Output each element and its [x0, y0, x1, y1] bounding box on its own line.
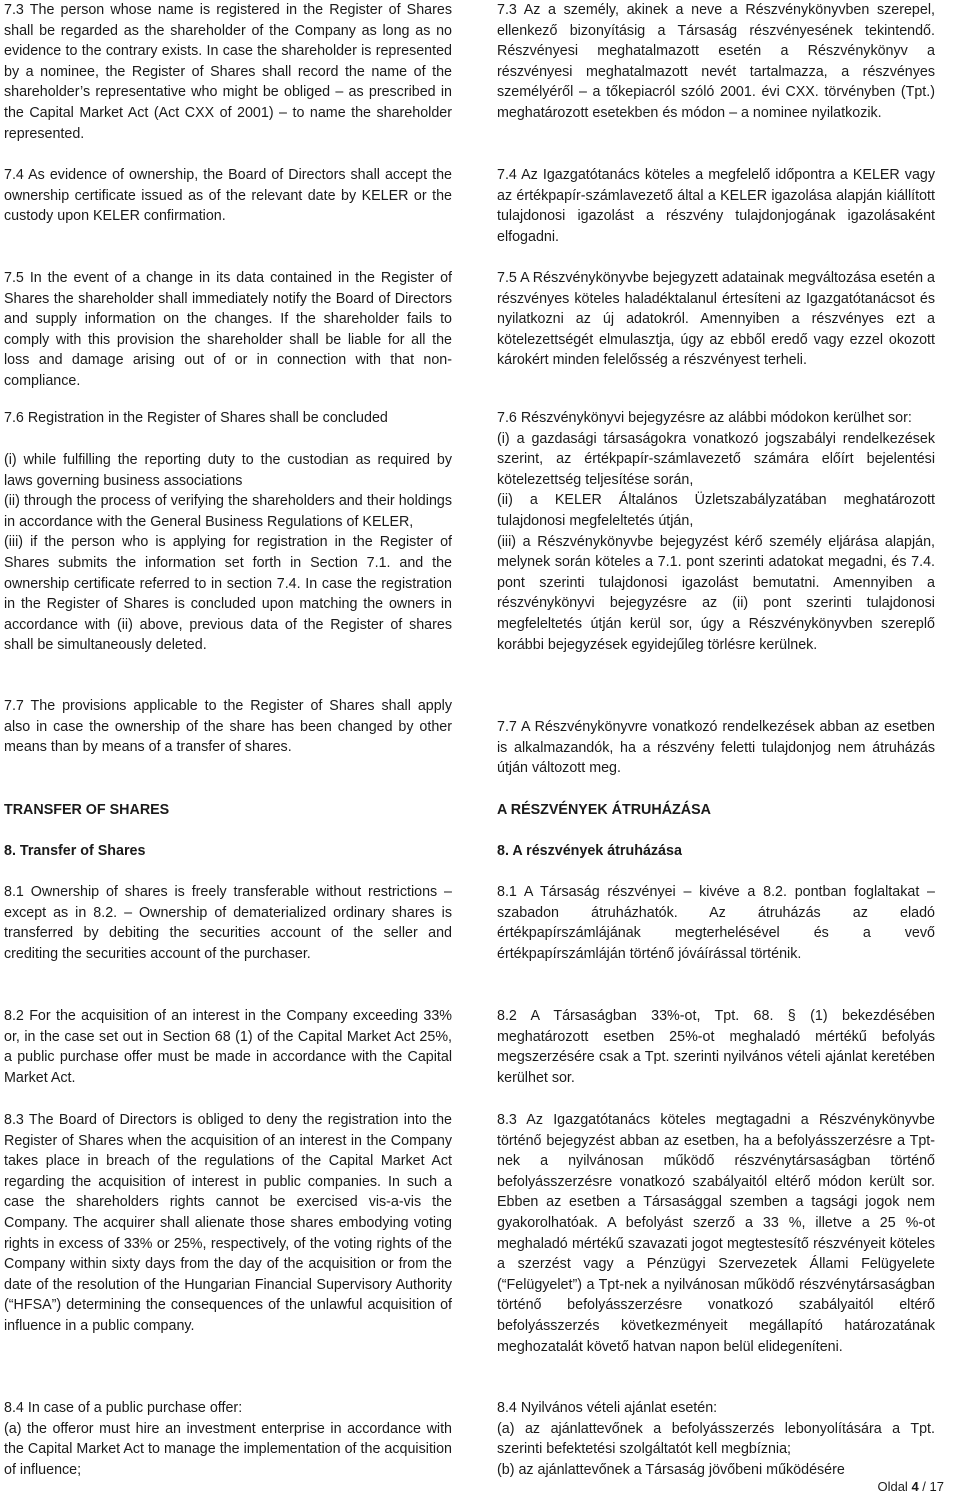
- en-section-8-2: 8.2 For the acquisition of an interest in the Company exceeding 33% or, in the case set out in Section 68 (1) of the Capital Market Act 25%, a public purchase offer must be made in accordance with the Capital Market Act.: [4, 1008, 452, 1086]
- hu-heading-section-8: 8. A részvények átruházása: [497, 843, 682, 859]
- en-section-7-5: 7.5 In the event of a change in its data contained in the Register of Shares the shareholder shall immediately notify the Board of Directors and supply information on the changes. If the shareholder fails to comply with this provision the shareholder shall be liable for all the loss and damage arising out of or in connection with that non-compliance.: [4, 270, 452, 389]
- hu-heading-transfer-of-shares: A RÉSZVÉNYEK ÁTRUHÁZÁSA: [497, 802, 711, 818]
- page-separator: /: [918, 1479, 930, 1494]
- hu-section-7-5: 7.5 A Részvénykönyvbe bejegyzett adatainak megváltozása esetén a részvényes köteles haladéktalanul értesíteni az Igazgatótanácsot és nyilatkozni az új adatokról. Amennyiben a részvényes ezt a kötelezettségét elmulasztja, úgy az ebből eredő vagy ezzel okozott károkért minden felelősség a részvényest terheli.: [497, 270, 935, 369]
- page-label: Oldal: [877, 1479, 908, 1494]
- en-section-8-3: 8.3 The Board of Directors is obliged to deny the registration into the Register of Shares when the acquisition of an interest in the Company takes place in breach of the regulations of the Capital Market Act regarding the acquisition of interest in public companies. In such a case the shareholders rights cannot be exercised vis-a-vis the Company. The acquirer shall alienate those shares embodying voting rights in excess of 33% or 25%, respectively, of the voting rights of the Company within sixty days from the day of the acquisition or from the date of the resolution of the Hungarian Financial Supervisory Authority (“HFSA”) determining the consequences of the unlawful acquisition of influence in a public company.: [4, 1112, 452, 1334]
- en-section-7-7: 7.7 The provisions applicable to the Register of Shares shall apply also in case the ownership of the share has been changed by other means than by means of a transfer of shares.: [4, 698, 452, 756]
- hu-section-8-4: 8.4 Nyilvános vételi ajánlat esetén: (a) az ajánlattevőnek a befolyásszerzés lebonyolítására a Tpt. szerinti befektetési szolgáltatót kell megbíznia; (b) az ajánlattevőnek a Társaság jövőbeni működésére: [497, 1400, 935, 1478]
- hu-section-8-2: 8.2 A Társaságban 33%-ot, Tpt. 68. § (1) bekezdésében meghatározott esetben 25%-ot meghaladó mértékű befolyás megszerzésére csak a Tpt. szerinti nyilvános vételi ajánlat keretében kerülhet sor.: [497, 1008, 935, 1086]
- page-number: [877, 1479, 944, 1495]
- en-section-7-3: 7.3 The person whose name is registered in the Register of Shares shall be regarded as the shareholder of the Company as long as no evidence to the contrary exists. In case the shareholder is represented by a nominee, the Register of Shares shall record the name of the shareholder’s representative who might be obliged – as prescribed in the Capital Market Act (Act CXX of 2001) – to name the shareholder represented.: [4, 2, 452, 142]
- hu-section-7-4: 7.4 Az Igazgatótanács köteles a megfelelő időpontra a KELER vagy az értékpapír-számlavezető által a KELER igazolása alapján kiállított tulajdonosi igazolást a részvény tulajdonjogának igazolásaként elfogadni.: [497, 167, 935, 245]
- en-heading-section-8: 8. Transfer of Shares: [4, 843, 146, 859]
- en-section-8-4: 8.4 In case of a public purchase offer: (a) the offeror must hire an investment enterprise in accordance with the Capital Market Act to manage the implementation of the acquisition of influence;: [4, 1400, 452, 1478]
- hu-section-7-3: 7.3 Az a személy, akinek a neve a Részvénykönyvben szerepel, ellenkező bizonyításig a Társaság részvényesének tekintendő. Részvényesi meghatalmazott esetén a Részvénykönyv a részvényesi meghatalmazott nevét tartalmazza, a részvényes személyéről – a tőkepiacról szóló 2001. évi CXX. törvényben (Tpt.) meghatározott esetekben és módon – a nominee nyilatkozik.: [497, 2, 935, 121]
- hu-section-8-3: 8.3 Az Igazgatótanács köteles megtagadni a Részvénykönyvbe történő bejegyzést abban az esetben, ha a befolyásszerzésre a Tpt-nek a nyilvánosan működő részvénytársaságban történő befolyásszerzésre vonatkozó szabályaitól eltérő módon került sor. Ebben az esetben a Társasággal szemben a tagsági jogok nem gyakorolhatóak. A befolyást szerző a 33 %, illetve a 25 %-ot meghaladó mértékű szavazati jogot megtestesítő részvényeit köteles a szerzést vagy a Pénzügyi Szervezetek Állami Felügyelete (“Felügyelet”) a Tpt-nek a nyilvánosan működő részvénytársaságban történő befolyásszerzésre vonatkozó szabályaitól eltérő befolyásszerzés következményeit megállapító határozatának meghozatalát követő hatvan napon belül elidegeníteni.: [497, 1112, 935, 1355]
- page-total: 17: [929, 1479, 944, 1494]
- page-current: 4: [911, 1479, 919, 1494]
- en-section-7-6-items: (i) while fulfilling the reporting duty to the custodian as required by laws governing business associations (ii) through the process of verifying the shareholders and their holdings in accordance with the General Business Regulations of KELER, (iii) if the person who is applying for registration in the Register of Shares submits the information set forth in Section 7.1. and the ownership certificate referred to in section 7.4. In case the registration in the Register of Shares is concluded upon matching the owners in accordance with (ii) above, previous data of the Register of shares shall be simultaneously deleted.: [4, 452, 452, 654]
- hu-section-8-1: 8.1 A Társaság részvényei – kivéve a 8.2. pontban foglaltakat – szabadon átruházhatók. Az átruházás az eladó értékpapírszámlájának megterhelésével és a vevő értékpapírszámláján történő jóváírással történik.: [497, 884, 935, 962]
- en-section-7-6-intro: 7.6 Registration in the Register of Shares shall be concluded: [4, 410, 388, 426]
- en-section-7-4: 7.4 As evidence of ownership, the Board of Directors shall accept the ownership certificate issued as of the relevant date by KELER or the custody upon KELER confirmation.: [4, 167, 452, 225]
- en-section-8-1: 8.1 Ownership of shares is freely transferable without restrictions – except as in 8.2. – Ownership of dematerialized ordinary shares is transferred by debiting the securities account of the seller and crediting the securities account of the purchaser.: [4, 884, 452, 962]
- en-heading-transfer-of-shares: TRANSFER OF SHARES: [4, 802, 170, 818]
- hu-section-7-6: 7.6 Részvénykönyvi bejegyzésre az alábbi módokon kerülhet sor: (i) a gazdasági társaságokra vonatkozó jogszabályi rendelkezések szerint, az értékpapír-számlavezető számára előírt bejelentési kötelezettség teljesítése során, (ii) a KELER Általános Üzletszabályzatában meghatározott tulajdonosi megfeleltetés útján, (iii) a Részvénykönyvbe bejegyzést kérő személy eljárása alapján, melynek során köteles a 7.1. pont szerinti adatokat megadni, és 7.4. pont szerinti tulajdonosi igazolást bemutatni. Amennyiben a részvénykönyvi bejegyzésre az (ii) pont szerinti tulajdonosi megfeleltetés útján kerül sor, úgy a Részvénykönyvben szereplő korábbi bejegyzések egyidejűleg törlésre kerülnek.: [497, 410, 935, 653]
- hu-section-7-7: 7.7 A Részvénykönyvre vonatkozó rendelkezések abban az esetben is alkalmazandók, ha a részvény feletti tulajdonjog nem átruházás útján változott meg.: [497, 719, 935, 777]
